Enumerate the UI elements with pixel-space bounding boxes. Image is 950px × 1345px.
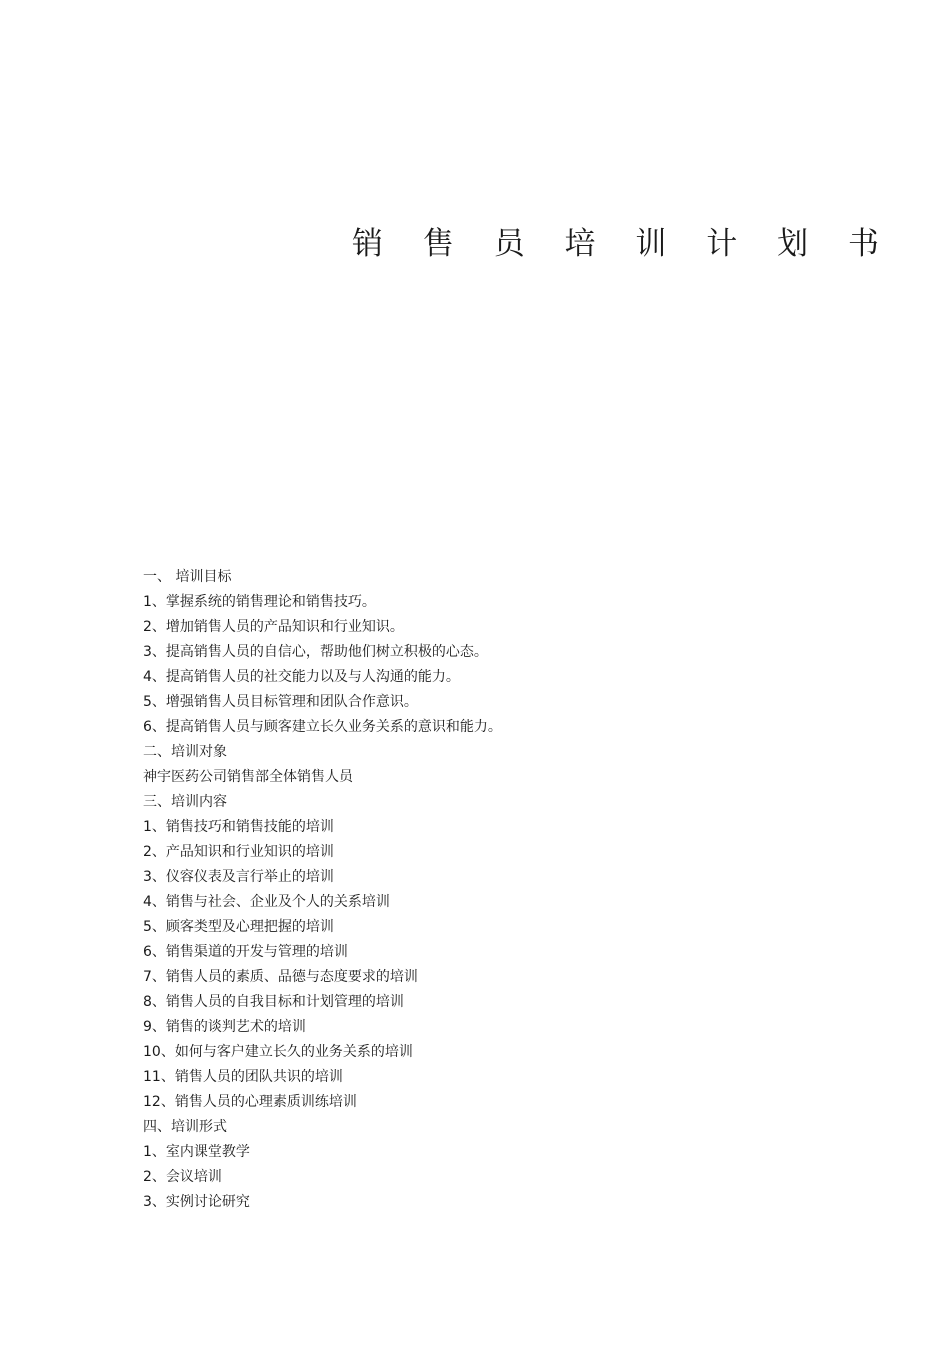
list-item: 5、顾客类型及心理把握的培训 [143,919,334,935]
list-item: 9、销售的谈判艺术的培训 [143,1019,306,1035]
list-item: 4、提高销售人员的社交能力以及与人沟通的能力。 [143,669,460,685]
list-item: 1、室内课堂教学 [143,1144,250,1160]
list-item: 5、增强销售人员目标管理和团队合作意识。 [143,694,418,710]
list-item: 1、掌握系统的销售理论和销售技巧。 [143,594,376,610]
list-item: 10、如何与客户建立长久的业务关系的培训 [143,1044,413,1060]
list-item: 6、销售渠道的开发与管理的培训 [143,944,348,960]
document-body [143,565,823,1215]
list-item: 12、销售人员的心理素质训练培训 [143,1094,357,1110]
section-heading-content: 三、培训内容 [143,794,227,810]
list-item: 3、提高销售人员的自信心，帮助他们树立积极的心态。 [143,644,488,660]
section-heading-goals: 一、 培训目标 [143,569,232,585]
section-heading-format: 四、培训形式 [143,1119,227,1135]
list-item: 2、增加销售人员的产品知识和行业知识。 [143,619,404,635]
list-item: 7、销售人员的素质、品德与态度要求的培训 [143,969,418,985]
list-item: 3、仪容仪表及言行举止的培训 [143,869,334,885]
document-title: 销 售 员 培 训 计 划 书 [352,226,894,262]
section-heading-audience: 二、培训对象 [143,744,227,760]
list-item: 神宇医药公司销售部全体销售人员 [143,769,353,785]
list-item: 11、销售人员的团队共识的培训 [143,1069,343,1085]
list-item: 2、产品知识和行业知识的培训 [143,844,334,860]
list-item: 4、销售与社会、企业及个人的关系培训 [143,894,390,910]
list-item: 2、会议培训 [143,1169,222,1185]
list-item: 1、销售技巧和销售技能的培训 [143,819,334,835]
list-item: 3、实例讨论研究 [143,1194,250,1210]
list-item: 8、销售人员的自我目标和计划管理的培训 [143,994,404,1010]
list-item: 6、提高销售人员与顾客建立长久业务关系的意识和能力。 [143,719,502,735]
